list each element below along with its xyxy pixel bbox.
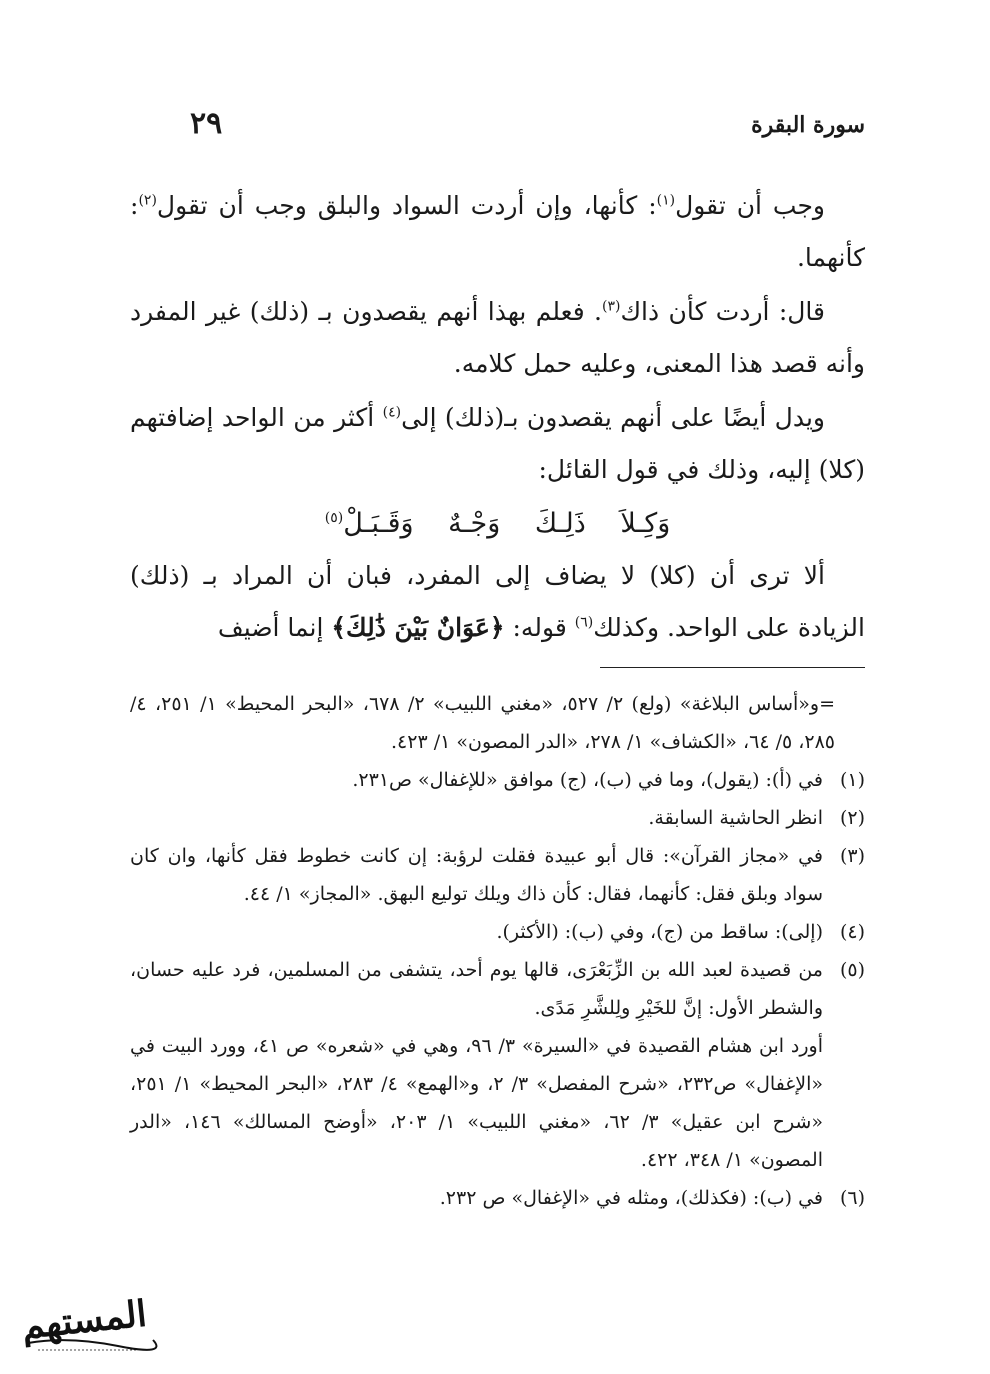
footnote-item [130, 837, 865, 913]
footnote-number: (٣) [839, 845, 865, 867]
text-run: وجب أن تقول [675, 191, 825, 220]
footnote-text: في «مجاز القرآن»: قال أبو عبيدة فقلت لرؤبة: إن كانت خطوط فقل كأنها، وان كان سواد وبلق فقل: كأنهما، فقال: كأن ذاك ويلك توليع البهق. «المجاز» ١/ ٤٤. [130, 845, 823, 905]
footnote-text: (إلى): ساقط من (ج)، وفي (ب): (الأكثر). [496, 921, 823, 943]
text-run: : كأنها، وإن أردت السواد والبلق وجب أن تقول [156, 191, 657, 220]
footnote-item [130, 799, 865, 837]
text-run: أكثر من الواحد إضافتهم (كلا) إليه، وذلك في قول القائل: [130, 403, 865, 484]
text-run: قوله: [504, 613, 575, 642]
verse-text: وَكِـلاَ ذَلِـكَ وَجْـهٌ وَقَـبَـلْ [343, 508, 671, 539]
text-run: إنما أضيف [217, 613, 332, 642]
paragraph [130, 550, 865, 654]
text-run: ويدل أيضًا على أنهم يقصدون بـ(ذلك) إلى [401, 403, 825, 432]
footnote-ref: (٢) [138, 192, 157, 209]
paragraph [130, 180, 865, 284]
footnote-text: في (ب): (فكذلك)، ومثله في «الإغفال» ص ٢٣٢. [439, 1187, 823, 1209]
footnote-text: من قصيدة لعبد الله بن الزِّبَعْرَى، قالها يوم أحد، يتشفى من المسلمين، فرد عليه حسان، والشطر الأول: إنَّ للخَيْرِ ولِلشَّرِ مَدًى. [130, 959, 823, 1019]
footnote-item [130, 761, 865, 799]
main-text [130, 180, 865, 656]
footnote-item [130, 1179, 865, 1217]
footnote-ref: (٦) [574, 614, 594, 631]
page-header [130, 106, 865, 152]
paragraph [130, 286, 865, 390]
footnote-number: (٦) [839, 1187, 865, 1209]
paragraph [130, 392, 865, 496]
running-title: سورة البقرة [751, 112, 865, 138]
text-run: . فعلم بهذا أنهم يقصدون بـ (ذلك) غير المفرد وأنه قصد هذا المعنى، وعليه حمل كلامه. [130, 297, 865, 378]
stamp-text: المستهم [19, 1292, 149, 1348]
footnote-ref: (١) [656, 192, 676, 209]
footnotes [130, 685, 865, 1217]
footnote-item [130, 951, 865, 1027]
footnote-continuation [130, 685, 865, 761]
page-number: ٢٩ [190, 106, 223, 141]
footnote-number: (٥) [839, 959, 865, 981]
footnote-number: (٤) [839, 921, 865, 943]
footnote-ref: (٣) [601, 298, 621, 315]
footnote-number: (١) [839, 769, 865, 791]
text-run: : كأنهما. [130, 191, 865, 272]
footnote-ref: (٥) [324, 510, 344, 526]
footnote-separator [600, 667, 865, 668]
text-run: ألا ترى أن (كلا) لا يضاف إلى المفرد، فبان أن المراد بـ (ذلك) الزيادة على الواحد. وكذلك [130, 561, 865, 642]
library-stamp-logo [8, 1288, 163, 1358]
footnote-item [130, 1027, 865, 1179]
footnote-ref: (٤) [382, 404, 402, 421]
footnote-item [130, 913, 865, 951]
quran-quote: ﴿عَوَانٌ بَيْنَ ذَٰلِكَ﴾ [331, 613, 505, 642]
footnote-number: (٢) [839, 807, 865, 829]
footnote-text: في (أ): (يقول)، وما في (ب)، (ج) موافق «للإغفال» ص٢٣١. [352, 769, 823, 791]
footnote-text: انظر الحاشية السابقة. [648, 807, 823, 829]
text-run: قال: أردت كأن ذاك [620, 297, 825, 326]
footnote-text: أورد ابن هشام القصيدة في «السيرة» ٣/ ٩٦، وهي في «شعره» ص ٤١، وورد البيت في «الإغفال» ص٢٣٢، «شرح المفصل» ٣/ ٢، و«الهمع» ٤/ ٢٨٣، «البحر المحيط» ١/ ٢٥١، «شرح ابن عقيل» ٣/ ٦٢، «مغني اللبيب» ١/ ٢٠٣، «أوضح المسالك» ١٤٦، «الدر المصون» ١/ ٣٤٨، ٤٢٢. [130, 1035, 823, 1171]
footnote-text: =و«أساس البلاغة» (ولع) ٢/ ٥٢٧، «مغني اللبيب» ٢/ ٦٧٨، «البحر المحيط» ١/ ٢٥١، ٤/ ٢٨٥، ٥/ ٦٤، «الكشاف» ١/ ٢٧٨، «الدر المصون» ١/ ٤٢٣. [130, 693, 836, 753]
poetry-verse [130, 498, 865, 550]
